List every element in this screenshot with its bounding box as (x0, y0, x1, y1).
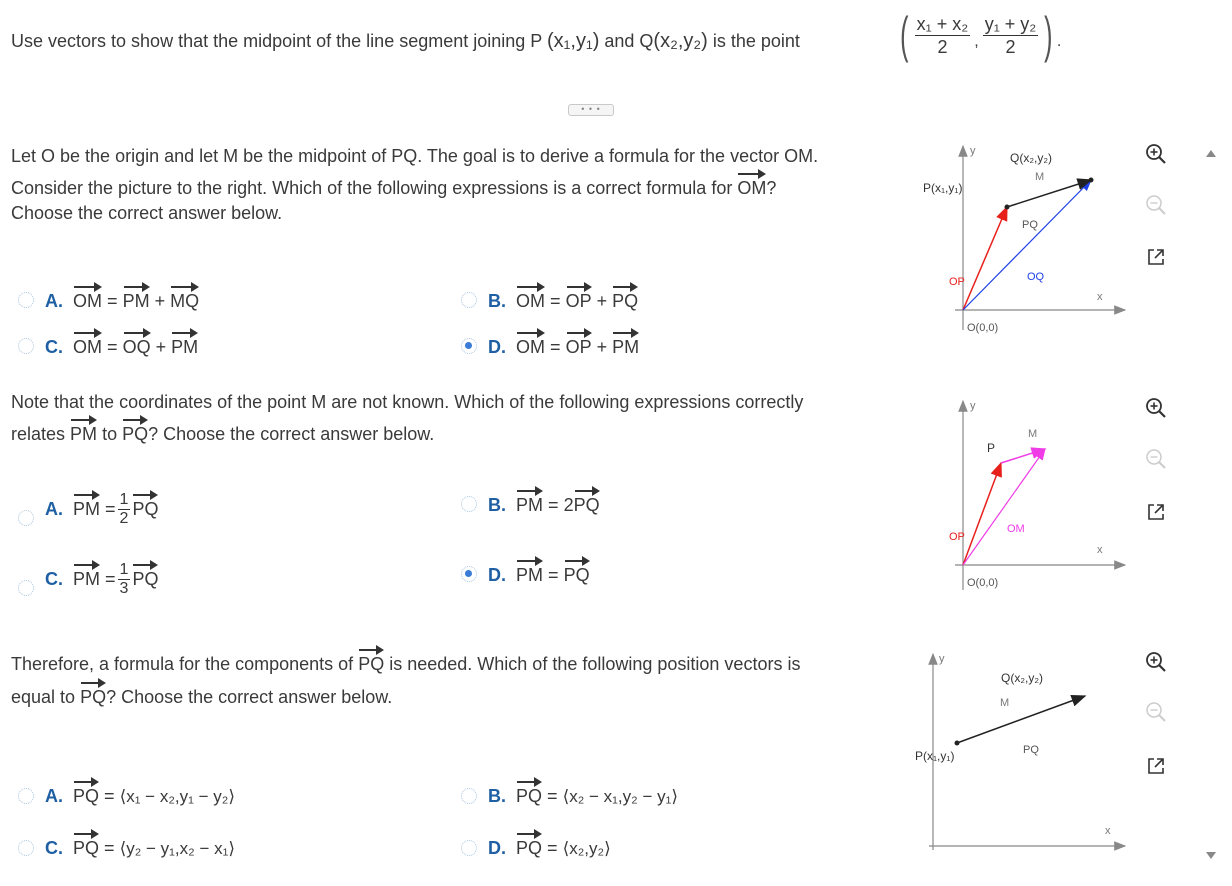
q2-option-b-radio[interactable] (461, 496, 477, 512)
midpoint-x-fraction: $\frac{\text{x₁ + x₂}}{2}$ (916, 13, 969, 57)
show-more-button[interactable]: • • • (568, 104, 614, 116)
y-axis-label: y (970, 400, 976, 412)
x-axis-label: x (1097, 291, 1103, 303)
q1-option-d[interactable]: D. OM = OP + PM (488, 337, 640, 357)
zoom-in-icon[interactable] (1144, 142, 1168, 166)
oq-label: OQ (1027, 271, 1045, 283)
pq-label: PQ (1023, 744, 1039, 756)
m-label: M (1028, 428, 1038, 440)
q-label: Q(x₂,y₂) (1010, 151, 1052, 165)
q2-option-a[interactable]: A. PM = $\frac{1}{2}$ PQ (45, 490, 159, 527)
header-prompt: Use vectors to show that the midpoint of the line segment joining P (x₁,y₁) and Q(x₂,y₂) is the point (11, 30, 800, 52)
pq-label: PQ (1022, 219, 1038, 231)
origin-label: O(0,0) (967, 322, 999, 334)
figure-1-om-diagram (915, 140, 1140, 340)
q3-option-b[interactable]: B. PQ = ⟨x₂ − x₁,y₂ − y₁⟩ (488, 786, 678, 806)
q1-option-a[interactable]: A. OM = PM + MQ (45, 291, 200, 311)
q3-option-c-radio[interactable] (18, 840, 34, 856)
zoom-out-icon[interactable] (1144, 193, 1168, 217)
p-label: P(x₁,y₁) (923, 181, 963, 195)
m-label: M (1000, 697, 1010, 709)
point-p (1005, 205, 1010, 210)
q3-line1: Therefore, a formula for the components of PQ is needed. Which of the following position vectors is (11, 654, 801, 674)
point-p (955, 741, 960, 746)
figure-2-pm-diagram (915, 395, 1140, 595)
popout-icon[interactable] (1144, 754, 1168, 778)
q3-option-a[interactable]: A. PQ = ⟨x₁ − x₂,y₁ − y₂⟩ (45, 786, 235, 806)
om-label: OM (1007, 523, 1025, 535)
q1-option-b[interactable]: B. OM = OP + PQ (488, 291, 639, 311)
q1-option-b-radio[interactable] (461, 292, 477, 308)
pm-vector (1001, 449, 1045, 463)
q2-option-c-radio[interactable] (18, 580, 34, 596)
q1-option-c[interactable]: C. OM = OQ + PM (45, 337, 199, 357)
q2-option-d[interactable]: D. PM = PQ (488, 565, 590, 585)
q1-option-d-radio[interactable] (461, 338, 477, 354)
op-label: OP (949, 276, 965, 288)
q2-line2: relates PM to PQ? Choose the correct answer below. (11, 424, 435, 444)
q2-option-d-radio[interactable] (461, 566, 477, 582)
scroll-up-arrow-icon[interactable] (1206, 150, 1216, 157)
pq-vector (957, 696, 1085, 743)
q3-option-c[interactable]: C. PQ = ⟨y₂ − y₁,x₂ − x₁⟩ (45, 838, 235, 858)
op-label: OP (949, 531, 965, 543)
q1-instruction: Choose the correct answer below. (11, 203, 283, 223)
q2-line1: Note that the coordinates of the point M are not known. Which of the following expressions correctly (11, 392, 804, 412)
midpoint-formula: ( $\frac{\text{x₁ + x₂}}{2}$ , $\frac{\text{y₁ + y₂}}{2}$ ) . (900, 7, 1062, 63)
q2-option-c[interactable]: C. PM = $\frac{1}{3}$ PQ (45, 560, 159, 597)
q3-line2: equal to PQ? Choose the correct answer below. (11, 687, 393, 707)
figure-3-pq-diagram (915, 650, 1140, 860)
midpoint-y-fraction: $\frac{\text{y₁ + y₂}}{2}$ (984, 13, 1037, 57)
q2-option-a-radio[interactable] (18, 510, 34, 526)
y-axis-label: y (970, 145, 976, 157)
origin-label: O(0,0) (967, 577, 999, 589)
q3-option-d-radio[interactable] (461, 840, 477, 856)
op-vector (963, 207, 1007, 310)
q3-option-b-radio[interactable] (461, 788, 477, 804)
p-label: P (987, 441, 996, 455)
q1-line1: Let O be the origin and let M be the midpoint of PQ. The goal is to derive a formula for the vector OM. (11, 146, 819, 166)
om-vector (963, 449, 1045, 565)
op-vector (963, 463, 1001, 565)
oq-vector (963, 180, 1091, 310)
p-label: P(x₁,y₁) (915, 749, 955, 763)
popout-icon[interactable] (1144, 245, 1168, 269)
y-axis-label: y (939, 653, 945, 665)
zoom-in-icon[interactable] (1144, 650, 1168, 674)
q1-option-a-radio[interactable] (18, 292, 34, 308)
x-axis-label: x (1097, 544, 1103, 556)
x-axis-label: x (1105, 825, 1111, 837)
q1-option-c-radio[interactable] (18, 338, 34, 354)
scroll-down-arrow-icon[interactable] (1206, 852, 1216, 859)
zoom-out-icon[interactable] (1144, 447, 1168, 471)
q-label: Q(x₂,y₂) (1001, 671, 1043, 685)
popout-icon[interactable] (1144, 500, 1168, 524)
zoom-out-icon[interactable] (1144, 700, 1168, 724)
q3-option-d[interactable]: D. PQ = ⟨x₂,y₂⟩ (488, 838, 611, 858)
m-label: M (1035, 171, 1045, 183)
q3-option-a-radio[interactable] (18, 788, 34, 804)
q2-option-b[interactable]: B. PM = 2PQ (488, 495, 600, 515)
zoom-in-icon[interactable] (1144, 396, 1168, 420)
q1-line2: Consider the picture to the right. Which of the following expressions is a correct formula for OM? (11, 178, 777, 198)
point-q (1089, 178, 1094, 183)
